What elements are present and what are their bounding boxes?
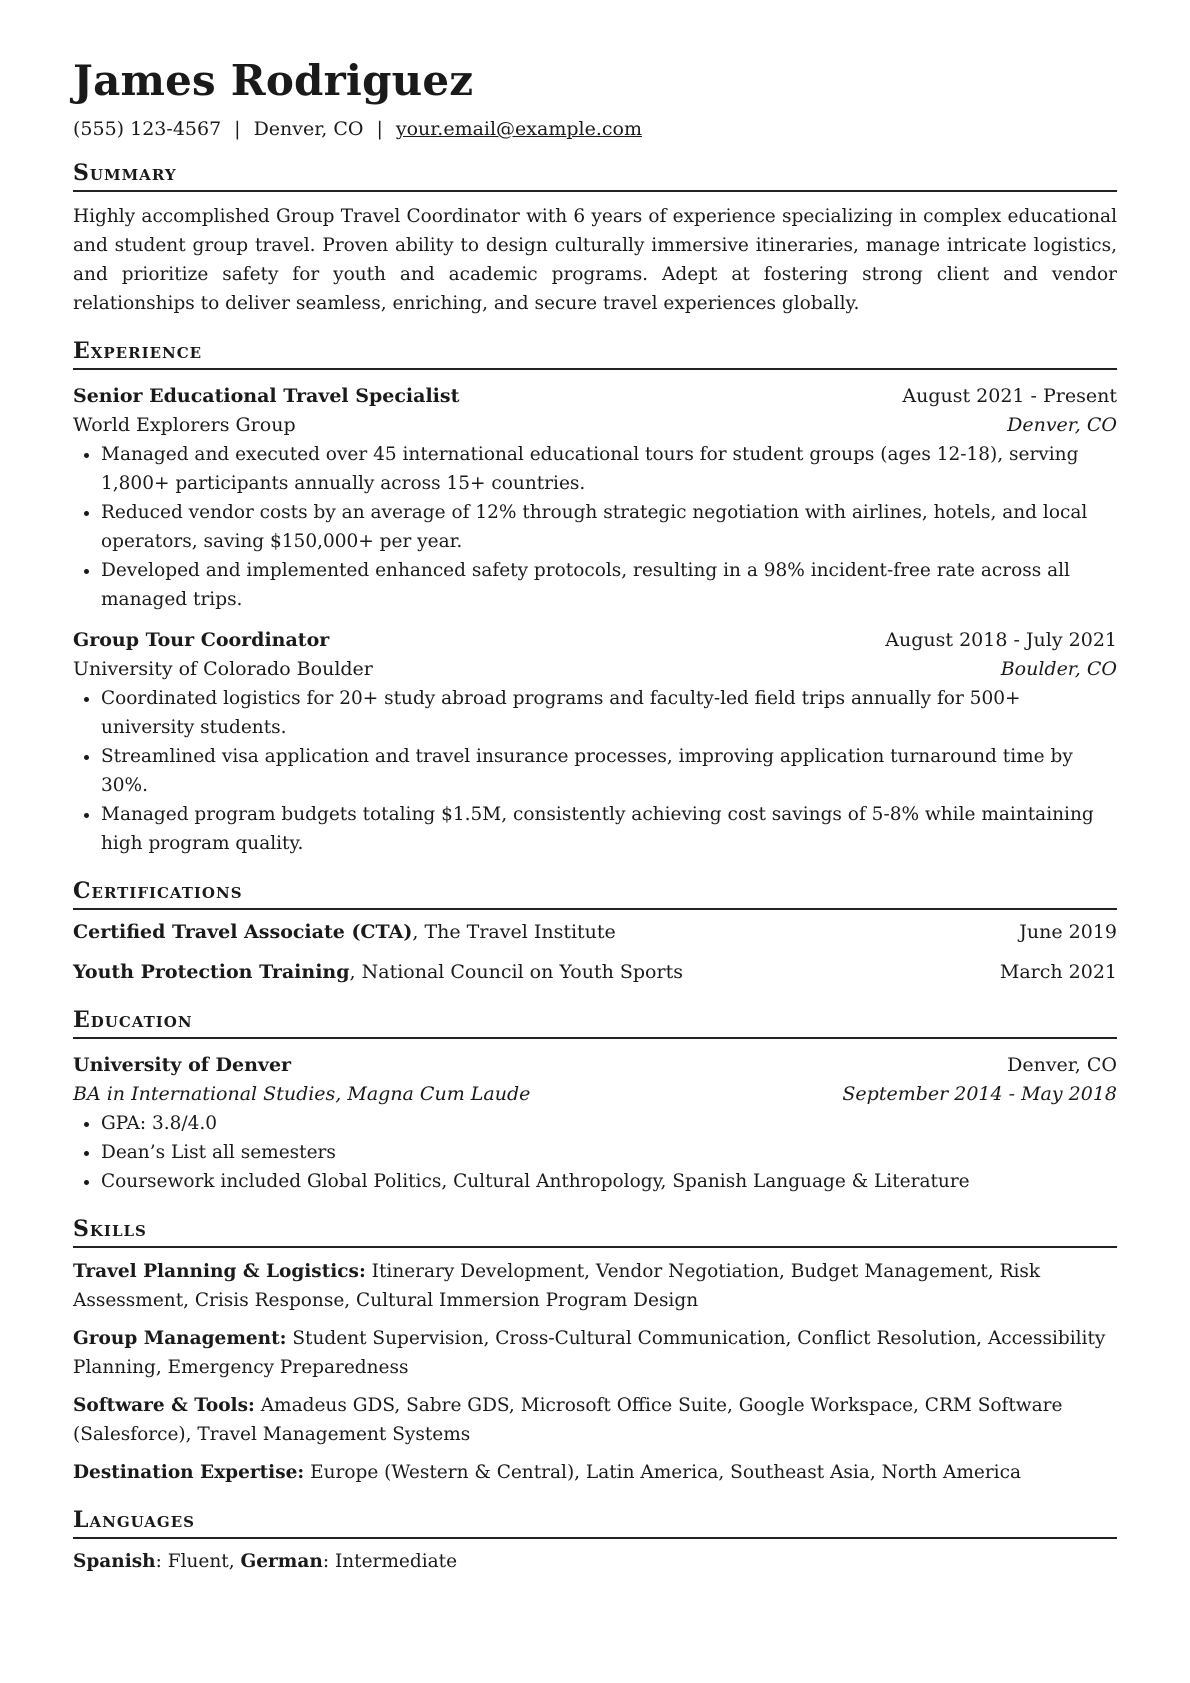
job-company: University of Colorado Boulder <box>73 658 373 681</box>
school-name: University of Denver <box>73 1054 292 1077</box>
language-name: Spanish <box>73 1551 156 1573</box>
job-location: Boulder, CO <box>1000 658 1117 681</box>
language-level: : Intermediate <box>322 1551 458 1573</box>
school-location: Denver, CO <box>1007 1054 1117 1077</box>
language-level: : Fluent, <box>155 1551 241 1573</box>
education-bullets <box>73 1109 1117 1196</box>
email-link[interactable]: your.email@example.com <box>395 118 642 141</box>
education-entry <box>73 1051 1117 1196</box>
section-title-summary: Summary <box>73 160 1117 192</box>
job-dates: August 2021 - Present <box>902 385 1117 408</box>
education-bullet: • Dean’s List all semesters <box>101 1138 1117 1167</box>
certification-item <box>73 958 1117 987</box>
skill-label: Destination Expertise: <box>73 1462 305 1484</box>
skill-label: Software & Tools: <box>73 1395 255 1417</box>
education-dates: September 2014 - May 2018 <box>842 1083 1117 1106</box>
certification-name: Youth Protection Training <box>73 961 350 984</box>
certification-date: June 2019 <box>1019 921 1117 944</box>
skill-group <box>73 1257 1117 1315</box>
job-company: World Explorers Group <box>73 414 296 437</box>
skill-text: Europe (Western & Central), Latin America, Southeast Asia, North America <box>304 1462 1021 1484</box>
separator: | <box>376 118 383 141</box>
skill-text: Itinerary Development, Vendor Negotiation, Budget Management, Risk Assessment, Crisis Response, Cultural Immersion Program Design <box>73 1261 1041 1312</box>
skill-text: Student Supervision, Cross-Cultural Communication, Conflict Resolution, Accessibility Planning, Emergency Preparedness <box>73 1328 1106 1379</box>
job-bullet: • Managed program budgets totaling $1.5M, consistently achieving cost savings of 5-8% while maintaining high program quality. <box>101 800 1117 858</box>
certification-date: March 2021 <box>999 961 1117 984</box>
skill-group <box>73 1391 1117 1449</box>
job-bullets <box>73 440 1117 614</box>
job-bullet: • Reduced vendor costs by an average of 12% through strategic negotiation with airlines, hotels, and local operators, saving $150,000+ per year. <box>101 498 1117 556</box>
job-title: Senior Educational Travel Specialist <box>73 385 460 408</box>
contact-line <box>73 118 1117 140</box>
education-bullet: • GPA: 3.8/4.0 <box>101 1109 1117 1138</box>
job-entry <box>73 382 1117 614</box>
section-title-languages: Languages <box>73 1507 1117 1539</box>
skill-label: Group Management: <box>73 1328 287 1350</box>
job-title: Group Tour Coordinator <box>73 629 330 652</box>
job-bullets <box>73 684 1117 858</box>
job-bullet: • Managed and executed over 45 international educational tours for student groups (ages 12-18), serving 1,800+ participants annually across 15+ countries. <box>101 440 1117 498</box>
skill-text: Amadeus GDS, Sabre GDS, Microsoft Office Suite, Google Workspace, CRM Software (Salesforce), Travel Management Systems <box>73 1395 1063 1446</box>
skill-group <box>73 1458 1117 1487</box>
section-title-education: Education <box>73 1007 1117 1039</box>
separator: | <box>234 118 241 141</box>
summary-text: Highly accomplished Group Travel Coordinator with 6 years of experience specializing in complex educational and student group travel. Proven ability to design culturally immersive itineraries, manage intricate logistics, and prioritize safety for youth and academic programs. Adept at fostering strong client and vendor relationships to deliver seamless, enriching, and secure travel experiences globally. <box>73 206 1117 315</box>
job-dates: August 2018 - July 2021 <box>885 629 1117 652</box>
section-title-certifications: Certifications <box>73 878 1117 910</box>
section-title-skills: Skills <box>73 1216 1117 1248</box>
location: Denver, CO <box>253 118 364 141</box>
language-name: German <box>240 1551 323 1573</box>
job-bullet: • Developed and implemented enhanced safety protocols, resulting in a 98% incident-free rate across all managed trips. <box>101 556 1117 614</box>
certification-item <box>73 918 1117 947</box>
skill-label: Travel Planning & Logistics: <box>73 1261 366 1283</box>
job-bullet: • Streamlined visa application and travel insurance processes, improving application turnaround time by 30%. <box>101 742 1117 800</box>
job-location: Denver, CO <box>1007 414 1117 437</box>
degree: BA in International Studies, Magna Cum Laude <box>73 1083 531 1106</box>
job-entry <box>73 626 1117 858</box>
languages-line <box>73 1547 1117 1576</box>
certification-issuer: , The Travel Institute <box>412 921 616 944</box>
certifications-list <box>73 918 1117 987</box>
job-bullet: • Coordinated logistics for 20+ study abroad programs and faculty-led field trips annually for 500+ university students. <box>101 684 1117 742</box>
certification-name: Certified Travel Associate (CTA) <box>73 921 413 944</box>
candidate-name: James Rodriguez <box>73 56 474 105</box>
certification-issuer: , National Council on Youth Sports <box>349 961 683 984</box>
skill-group <box>73 1324 1117 1382</box>
education-bullet: • Coursework included Global Politics, Cultural Anthropology, Spanish Language & Literature <box>101 1167 1117 1196</box>
section-title-experience: Experience <box>73 338 1117 370</box>
phone: (555) 123-4567 <box>73 118 222 141</box>
